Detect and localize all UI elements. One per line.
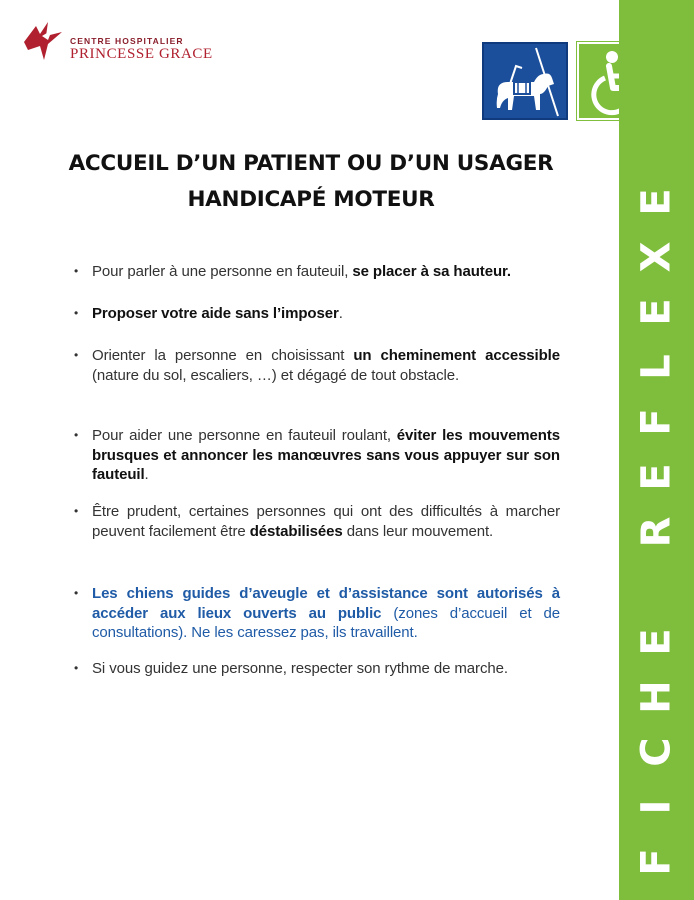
band-letter: E (633, 463, 680, 491)
item-text-bold: un cheminement accessible (353, 347, 560, 364)
list-item (72, 502, 560, 541)
item-text: . (338, 305, 343, 322)
item-text: dans leur mouvement. (342, 522, 494, 540)
item-text-bold: Proposer votre aide sans l’imposer (92, 305, 339, 322)
item-text: . (144, 466, 149, 483)
band-letter: X (633, 241, 680, 273)
item-text-bold: se placer à sa hauteur. (352, 263, 511, 280)
band-letter: E (633, 628, 680, 656)
band-letter: L (633, 354, 680, 380)
list-item (72, 659, 560, 679)
band-vertical-text (619, 0, 694, 900)
list-item (72, 262, 560, 282)
list-item (72, 584, 560, 643)
band-letter: F (633, 848, 680, 876)
item-text: Pour aider une personne en fauteuil roulant, (92, 427, 397, 444)
band-letter: R (633, 516, 680, 548)
fiche-reflexe-band (619, 0, 694, 900)
page-title (30, 146, 592, 218)
list-item (72, 346, 560, 385)
list-item (72, 304, 560, 324)
band-letter: E (633, 298, 680, 326)
guide-dog-icon (482, 42, 568, 120)
band-letter: F (633, 408, 680, 436)
item-text-bold: déstabilisées (249, 522, 343, 540)
item-text: Être prudent, certaines personnes qui ont des difficultés à marcher peuvent facilement être (92, 503, 560, 540)
logo-emblem-icon (22, 20, 68, 64)
item-text: Pour parler à une personne en fauteuil, (92, 263, 353, 280)
item-text-bold: Les chiens guides d’aveugle et d’assistance sont autorisés à accéder aux lieux ouverts au public (92, 585, 560, 622)
logo-line1: CENTRE HOSPITALIER (70, 36, 184, 46)
band-letter: H (633, 680, 680, 714)
title-line1: ACCUEIL D’UN PATIENT OU D’UN USAGER (68, 151, 554, 176)
list-item (72, 426, 560, 485)
band-letter: E (633, 188, 680, 216)
item-text-bold: éviter les mouvements brusques et annoncer les manœuvres sans vous appuyer sur son fauteuil (92, 427, 560, 483)
band-letter: I (633, 799, 680, 815)
logo-line2: PRINCESSE GRACE (70, 46, 213, 62)
item-text: (zones d’accueil et de consultations). Ne les caressez pas, ils travaillent. (92, 604, 560, 641)
hospital-logo (22, 20, 222, 70)
item-text: Orienter la personne en choisissant (92, 347, 354, 364)
band-letter: C (633, 737, 680, 767)
title-line2: HANDICAPÉ MOTEUR (187, 187, 435, 212)
item-text: (nature du sol, escaliers, …) et dégagé de tout obstacle. (92, 366, 460, 384)
item-text: Si vous guidez une personne, respecter son rythme de marche. (92, 660, 508, 677)
